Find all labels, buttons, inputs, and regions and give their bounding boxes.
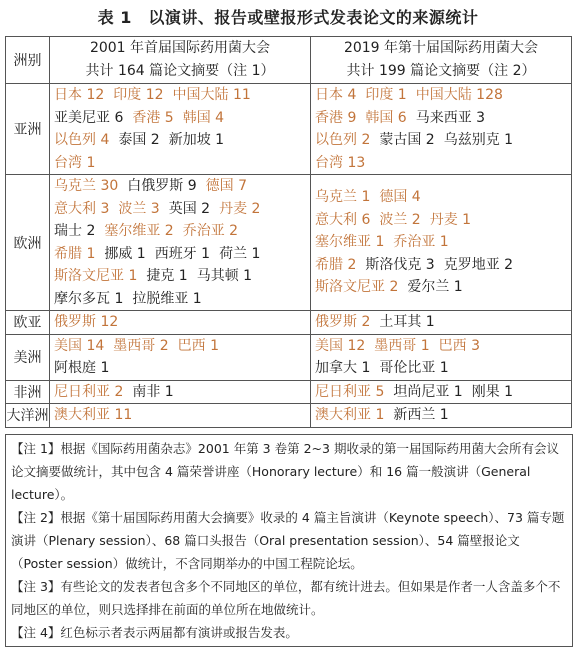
cell-line	[315, 152, 567, 175]
country-count: 马来西亚 3	[415, 109, 486, 126]
country-count-highlighted: 乔治亚 2	[182, 223, 239, 239]
country-count-highlighted: 乌克兰 1	[315, 189, 371, 206]
country-count-highlighted: 斯洛文尼亚 1	[54, 268, 138, 284]
country-count: 荷兰 1	[219, 245, 261, 262]
cell-2019	[311, 380, 572, 404]
notes-section	[5, 434, 573, 647]
country-count: 蒙古国 2	[379, 132, 435, 148]
country-count-highlighted: 印度 12	[113, 87, 164, 103]
country-count: 坦尚尼亚 1	[393, 383, 463, 400]
cell-line	[54, 265, 306, 288]
country-count-highlighted: 德国 4	[379, 189, 421, 206]
country-count: 刚果 1	[471, 383, 514, 400]
country-count: 泰国 2	[118, 132, 160, 148]
cell-line	[315, 231, 567, 254]
cell-2019	[311, 84, 572, 175]
note-2: 【注 2】根据《第十届国际药用菌大会摘要》收录的 4 篇主旨演讲（Keynote speech）、73 篇专题演讲（Plenary session）、68 篇口头报告（Oral presentation session）、54 篇壁报论文（Poster session）做统计，不含同期举办的中国工程院论坛。	[11, 510, 565, 571]
country-count-highlighted: 乔治亚 1	[393, 234, 449, 251]
region-label: 非洲	[6, 380, 50, 404]
country-count-highlighted: 尼日利亚 5	[315, 383, 385, 400]
country-count-highlighted: 尼日利亚 2	[54, 383, 124, 400]
cell-line	[54, 381, 306, 404]
country-count-highlighted: 波兰 2	[379, 211, 421, 228]
cell-2019	[311, 334, 572, 380]
cell-line	[54, 152, 306, 175]
table-row	[6, 334, 572, 380]
cell-line	[315, 107, 567, 130]
table-row	[6, 404, 572, 428]
country-count-highlighted: 波兰 3	[118, 200, 160, 217]
country-count-highlighted: 希腊 1	[54, 245, 96, 262]
country-count-highlighted: 美国 14	[54, 337, 105, 354]
cell-2001	[50, 175, 311, 311]
cell-line	[54, 288, 306, 311]
statistics-table	[5, 36, 572, 428]
cell-line	[315, 276, 567, 299]
cell-2001	[50, 84, 311, 175]
cell-line	[315, 129, 567, 152]
country-count: 挪威 1	[104, 245, 146, 262]
cell-line	[315, 357, 567, 380]
column-header-2001-title: 2001 年首届国际药用菌大会	[89, 40, 271, 56]
table-row	[6, 175, 572, 311]
country-count: 爱尔兰 1	[407, 279, 463, 296]
note-4: 【注 4】红色标示者表示两届都有演讲或报告发表。	[11, 625, 298, 640]
cell-line	[54, 243, 306, 266]
country-count-highlighted: 德国 7	[205, 178, 247, 194]
cell-line	[54, 129, 306, 152]
country-count-highlighted: 印度 1	[365, 87, 407, 103]
country-count: 哥伦比亚 1	[379, 360, 449, 376]
country-count: 亚美尼亚 6	[54, 109, 124, 126]
country-count: 克罗地亚 2	[443, 256, 514, 273]
country-count-highlighted: 希腊 2	[315, 256, 357, 273]
cell-2001	[50, 334, 311, 380]
country-count: 新加坡 1	[168, 132, 225, 148]
country-count-highlighted: 丹麦 1	[429, 211, 472, 228]
column-header-2019-count: 共计 199 篇论文摘要（注 2）	[346, 63, 536, 79]
cell-line	[54, 84, 306, 107]
cell-2001	[50, 380, 311, 404]
cell-line	[54, 357, 306, 380]
country-count: 西班牙 1	[154, 245, 211, 262]
cell-2019	[311, 404, 572, 428]
cell-line	[315, 404, 567, 427]
column-header-2001	[50, 37, 311, 84]
country-count-highlighted: 墨西哥 2	[113, 337, 169, 354]
table-title: 表 1 以演讲、报告或壁报形式发表论文的来源统计	[97, 8, 479, 27]
country-count-highlighted: 俄罗斯 2	[315, 314, 371, 330]
country-count-highlighted: 斯洛文尼亚 2	[315, 279, 399, 296]
country-count: 土耳其 1	[379, 314, 435, 330]
country-count-highlighted: 日本 12	[54, 87, 105, 103]
cell-2001	[50, 311, 311, 335]
country-count: 南非 1	[132, 383, 174, 400]
cell-2019	[311, 175, 572, 311]
cell-line	[54, 198, 306, 221]
country-count-highlighted: 意大利 6	[315, 211, 371, 228]
country-count-highlighted: 巴西 3	[438, 337, 480, 354]
cell-line	[54, 404, 306, 427]
note-1: 【注 1】根据《国际药用菌杂志》2001 年第 3 卷第 2~3 期收录的第一届国际药用菌大会所有会议论文摘要做统计，其中包含 4 篇荣誉讲座（Honorary lecture）和 16 篇一般演讲（General lecture）。	[11, 441, 559, 502]
cell-line	[315, 84, 567, 107]
country-count-highlighted: 韩国 4	[182, 109, 225, 126]
country-count-highlighted: 韩国 6	[365, 109, 407, 126]
header-row	[6, 37, 572, 84]
country-count-highlighted: 澳大利亚 1	[315, 407, 385, 423]
country-count: 英国 2	[168, 200, 211, 217]
country-count: 摩尔多瓦 1	[54, 290, 124, 307]
note-3: 【注 3】有些论文的发表者包含多个不同地区的单位，都有统计进去。但如果是作者一人含盖多个不同地区的单位，则只选择排在前面的单位所在地做统计。	[11, 579, 561, 617]
country-count-highlighted: 意大利 3	[54, 200, 110, 217]
region-label: 欧亚	[6, 311, 50, 335]
cell-line	[315, 254, 567, 277]
country-count: 拉脱维亚 1	[132, 290, 202, 307]
cell-line	[54, 335, 306, 358]
table-row	[6, 380, 572, 404]
column-header-2019-title: 2019 年第十届国际药用菌大会	[343, 40, 539, 56]
region-header: 洲别	[6, 37, 50, 84]
column-header-2001-count: 共计 164 篇论文摘要（注 1）	[85, 63, 275, 79]
region-label: 亚洲	[6, 84, 50, 175]
country-count-highlighted: 俄罗斯 12	[54, 314, 119, 330]
region-label: 欧洲	[6, 175, 50, 311]
country-count-highlighted: 台湾 13	[315, 154, 366, 171]
country-count-highlighted: 塞尔维亚 1	[315, 234, 385, 251]
country-count: 白俄罗斯 9	[127, 178, 197, 194]
region-label: 美洲	[6, 334, 50, 380]
column-header-2019	[311, 37, 572, 84]
country-count: 瑞士 2	[54, 223, 96, 239]
country-count-highlighted: 台湾 1	[54, 154, 96, 171]
country-count-highlighted: 乌克兰 30	[54, 178, 119, 194]
table-row	[6, 311, 572, 335]
country-count-highlighted: 澳大利亚 11	[54, 407, 133, 423]
country-count-highlighted: 巴西 1	[177, 337, 219, 354]
country-count-highlighted: 香港 9	[315, 109, 357, 126]
country-count: 乌兹别克 1	[443, 132, 514, 148]
region-label: 大洋洲	[6, 404, 50, 428]
cell-line	[54, 107, 306, 130]
cell-line	[54, 220, 306, 243]
country-count: 斯洛伐克 3	[365, 256, 435, 273]
cell-2001	[50, 404, 311, 428]
cell-line	[315, 381, 567, 404]
country-count: 捷克 1	[146, 268, 188, 284]
country-count: 阿根庭 1	[54, 360, 110, 376]
country-count-highlighted: 以色列 4	[54, 132, 110, 148]
cell-line	[54, 311, 306, 334]
table-row	[6, 84, 572, 175]
country-count-highlighted: 以色列 2	[315, 132, 371, 148]
country-count-highlighted: 日本 4	[315, 87, 357, 103]
country-count: 加拿大 1	[315, 360, 371, 376]
cell-line	[315, 209, 567, 232]
cell-2019	[311, 311, 572, 335]
country-count: 马其顿 1	[196, 268, 253, 284]
cell-line	[54, 175, 306, 198]
cell-line	[315, 186, 567, 209]
country-count-highlighted: 墨西哥 1	[374, 337, 430, 354]
country-count-highlighted: 中国大陆 11	[172, 87, 251, 103]
country-count-highlighted: 丹麦 2	[219, 200, 261, 217]
country-count-highlighted: 香港 5	[132, 109, 174, 126]
country-count-highlighted: 塞尔维亚 2	[104, 223, 174, 239]
country-count-highlighted: 中国大陆 128	[415, 87, 503, 103]
cell-line	[315, 311, 567, 334]
country-count-highlighted: 美国 12	[315, 337, 366, 354]
cell-line	[315, 335, 567, 358]
country-count: 新西兰 1	[393, 407, 449, 423]
